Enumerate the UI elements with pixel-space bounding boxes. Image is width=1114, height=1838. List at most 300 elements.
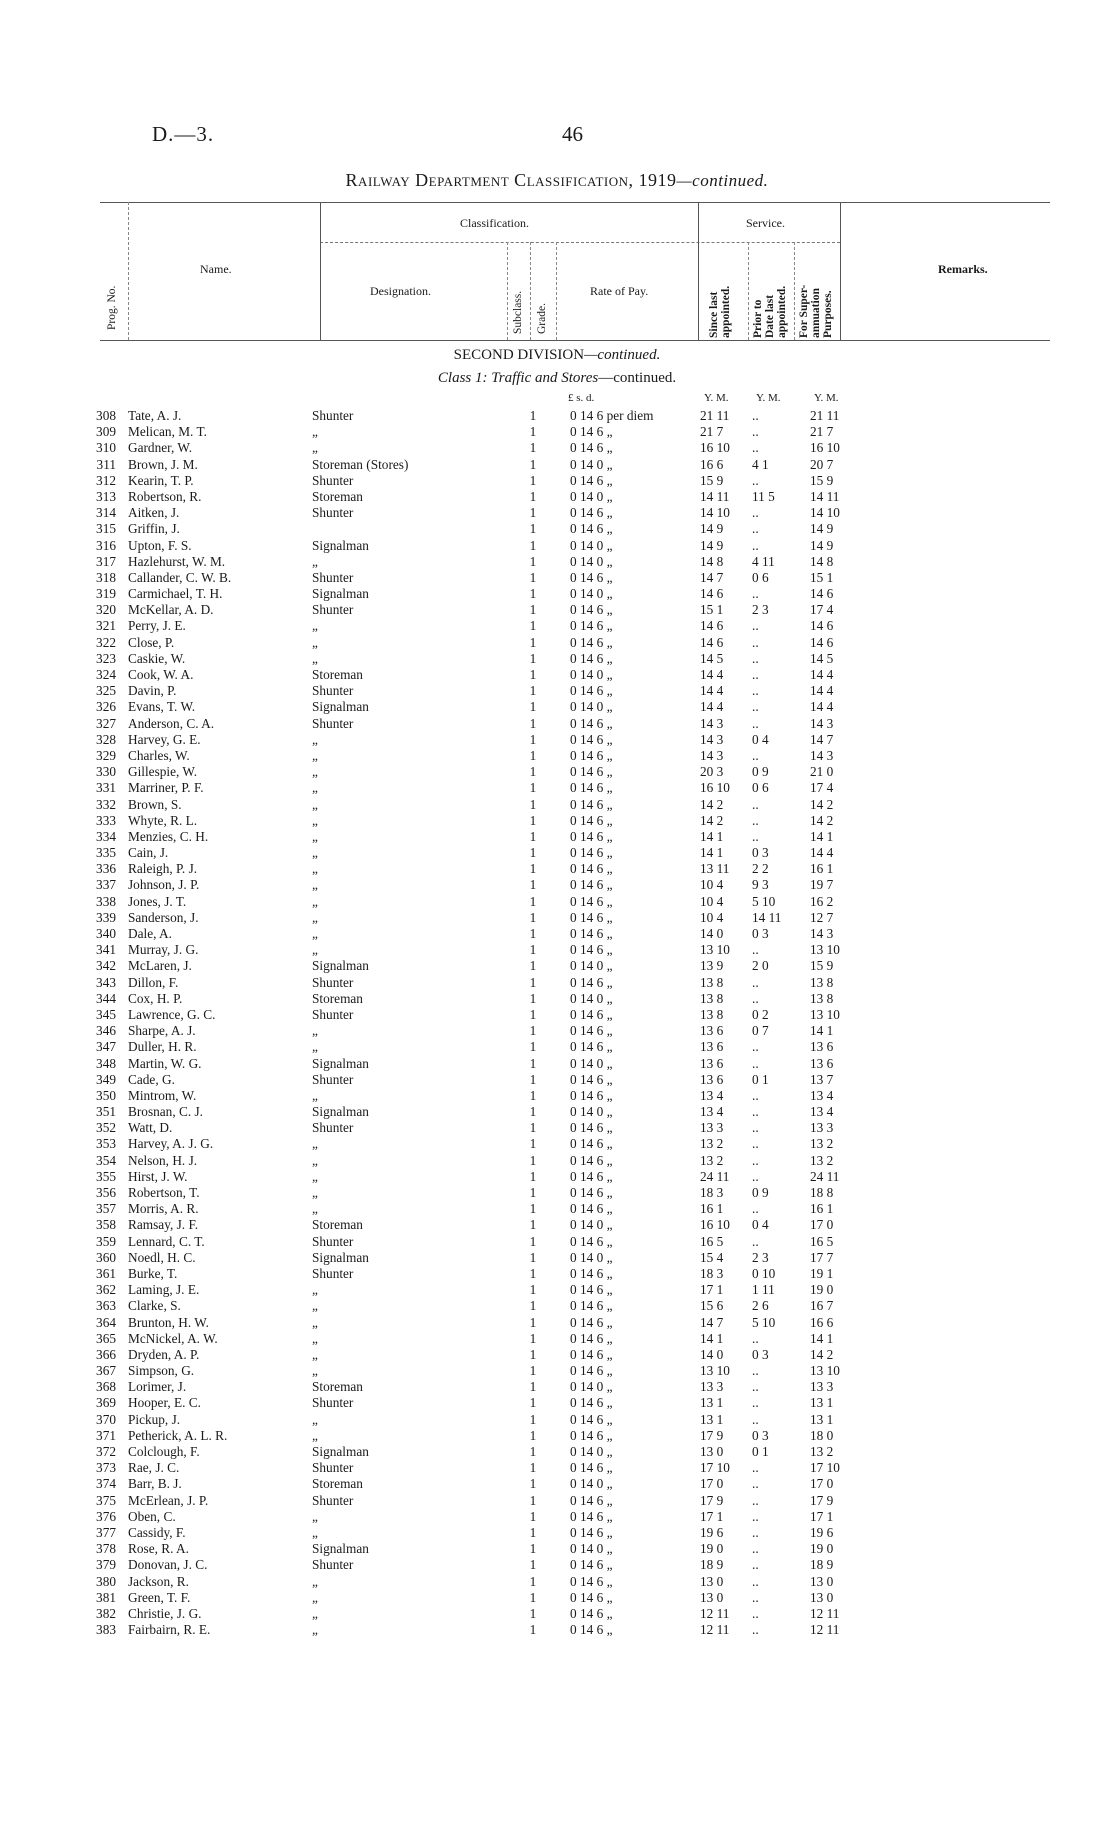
division-continued: —continued. [584, 347, 661, 363]
subclass-cell: 1 [529, 1444, 537, 1459]
prior-to-cell: 11 5 [752, 488, 775, 504]
rate-of-pay-cell: 0 14 6 „ [570, 893, 613, 909]
designation-cell: Storeman [312, 1476, 363, 1492]
prior-to-cell: 0 1 [752, 1444, 769, 1459]
table-row [0, 521, 1114, 537]
subclass-cell: 1 [529, 1622, 537, 1638]
prog-no-cell: 358 [96, 1217, 116, 1233]
since-last-cell: 13 0 [700, 1444, 724, 1459]
subclass-cell: 1 [529, 699, 537, 715]
rate-of-pay-cell: 0 14 6 „ [570, 1460, 613, 1476]
designation-cell: Storeman [312, 1217, 363, 1233]
superannuation-cell: 13 10 [810, 1363, 840, 1379]
designation-cell: „ [312, 424, 318, 440]
prior-to-cell: .. [752, 1492, 759, 1508]
name-cell: Whyte, R. L. [128, 812, 198, 828]
prior-to-cell: 14 11 [752, 909, 782, 925]
name-cell: Cook, W. A. [128, 667, 194, 682]
table-row [0, 635, 1114, 651]
name-cell: Lorimer, J. [128, 1379, 187, 1395]
header-top-rule [100, 202, 1050, 203]
name-cell: Kearin, T. P. [128, 472, 194, 488]
since-last-cell: 21 11 [700, 408, 730, 423]
table-row [0, 489, 1114, 505]
prog-no-cell: 355 [96, 1168, 116, 1184]
rate-of-pay-cell: 0 14 6 „ [570, 440, 613, 456]
since-last-cell: 14 9 [700, 521, 724, 537]
prog-no-cell: 359 [96, 1233, 116, 1249]
prior-to-cell: 2 0 [752, 958, 769, 974]
superannuation-cell: 19 0 [810, 1541, 834, 1557]
prog-no-cell: 351 [96, 1104, 116, 1120]
name-cell: Fairbairn, R. E. [128, 1622, 211, 1638]
superannuation-cell: 15 9 [810, 958, 834, 974]
superannuation-cell: 14 1 [810, 828, 834, 844]
superannuation-cell: 16 1 [810, 1201, 834, 1217]
subclass-cell: 1 [529, 747, 537, 763]
name-cell: Christie, J. G. [128, 1605, 202, 1621]
name-cell: Cox, H. P. [128, 990, 183, 1006]
table-row [0, 424, 1114, 440]
subclass-cell: 1 [529, 488, 537, 504]
subclass-cell: 1 [529, 1185, 537, 1200]
rate-of-pay-cell: 0 14 6 „ [570, 1363, 613, 1379]
prior-to-cell: 2 3 [752, 1249, 769, 1265]
prior-to-cell: .. [752, 828, 759, 844]
subclass-cell: 1 [529, 521, 537, 537]
table-row [0, 1428, 1114, 1444]
rate-of-pay-cell: 0 14 6 „ [570, 1573, 613, 1589]
designation-cell: „ [312, 1087, 318, 1103]
subclass-cell: 1 [529, 1314, 537, 1330]
designation-cell: „ [312, 1023, 318, 1039]
since-last-cell: 13 3 [700, 1120, 724, 1136]
subclass-cell: 1 [529, 537, 537, 553]
prior-to-cell: .. [752, 424, 759, 440]
table-row [0, 861, 1114, 877]
prog-no-cell: 367 [96, 1363, 116, 1379]
designation-cell: „ [312, 634, 318, 650]
since-last-cell: 13 10 [700, 1363, 730, 1379]
header-divider [530, 242, 531, 340]
designation-cell: „ [312, 1201, 318, 1217]
rate-of-pay-cell: 0 14 0 „ [570, 553, 613, 569]
since-last-cell: 14 3 [700, 731, 724, 747]
since-last-cell: 24 11 [700, 1168, 730, 1184]
since-last-cell: 17 0 [700, 1476, 724, 1492]
superannuation-cell: 14 2 [810, 1346, 834, 1362]
table-row [0, 1509, 1114, 1525]
subclass-cell: 1 [529, 1120, 537, 1136]
name-cell: Menzies, C. H. [128, 828, 209, 844]
table-row [0, 1590, 1114, 1606]
pay-units: £ s. d. [568, 392, 595, 404]
designation-cell: Signalman [312, 1541, 369, 1557]
prior-to-cell: 0 4 [752, 731, 769, 747]
name-cell: Gillespie, W. [128, 764, 198, 780]
header-divider [698, 202, 699, 340]
since-last-cell: 14 0 [700, 1346, 724, 1362]
superannuation-cell: 20 7 [810, 456, 834, 472]
name-cell: Harvey, G. E. [128, 731, 201, 747]
designation-cell: Storeman [312, 990, 363, 1006]
designation-cell: „ [312, 1314, 318, 1330]
prog-no-cell: 377 [96, 1524, 116, 1540]
rate-of-pay-cell: 0 14 6 „ [570, 1492, 613, 1508]
table-row [0, 894, 1114, 910]
rate-of-pay-cell: 0 14 6 „ [570, 424, 613, 440]
prog-no-cell: 368 [96, 1379, 116, 1395]
prog-no-cell: 365 [96, 1330, 116, 1346]
designation-cell: Shunter [312, 505, 354, 521]
since-last-cell: 16 5 [700, 1233, 724, 1249]
header-divider [320, 202, 321, 340]
superannuation-cell: 15 1 [810, 569, 834, 585]
rate-of-pay-cell: 0 14 6 „ [570, 747, 613, 763]
subclass-cell: 1 [529, 877, 537, 893]
rate-of-pay-cell: 0 14 0 „ [570, 1444, 613, 1459]
prog-no-cell: 322 [96, 634, 116, 650]
subclass-cell: 1 [529, 1589, 537, 1605]
header-prior-to-date: Prior to Date last appointed. [752, 285, 788, 338]
superannuation-cell: 14 6 [810, 634, 834, 650]
since-last-cell: 13 11 [700, 861, 730, 877]
prog-no-cell: 349 [96, 1071, 116, 1087]
designation-cell: „ [312, 845, 318, 861]
name-cell: Colclough, F. [128, 1444, 200, 1459]
since-last-cell: 14 2 [700, 812, 724, 828]
subclass-cell: 1 [529, 424, 537, 440]
superannuation-cell: 19 6 [810, 1524, 834, 1540]
prior-to-cell: .. [752, 1104, 759, 1120]
prior-to-cell: .. [752, 537, 759, 553]
rate-of-pay-cell: 0 14 0 „ [570, 699, 613, 715]
designation-cell: „ [312, 1152, 318, 1168]
designation-cell: „ [312, 618, 318, 634]
prog-no-cell: 340 [96, 926, 116, 941]
table-row [0, 1347, 1114, 1363]
designation-cell: „ [312, 1605, 318, 1621]
rate-of-pay-cell: 0 14 0 „ [570, 958, 613, 974]
name-cell: Rose, R. A. [128, 1541, 189, 1557]
prog-no-cell: 357 [96, 1201, 116, 1217]
name-cell: Noedl, H. C. [128, 1249, 196, 1265]
table-row [0, 667, 1114, 683]
name-cell: Aitken, J. [128, 505, 180, 521]
designation-cell: Shunter [312, 715, 354, 731]
table-row [0, 1007, 1114, 1023]
designation-cell: Shunter [312, 569, 354, 585]
name-cell: Jackson, R. [128, 1573, 189, 1589]
rate-of-pay-cell: 0 14 0 „ [570, 537, 613, 553]
subclass-cell: 1 [529, 456, 537, 472]
prog-no-cell: 362 [96, 1282, 116, 1298]
prior-to-cell: .. [752, 1201, 759, 1217]
name-cell: Hirst, J. W. [128, 1168, 188, 1184]
table-row [0, 1282, 1114, 1298]
rate-of-pay-cell: 0 14 0 „ [570, 456, 613, 472]
prog-no-cell: 317 [96, 553, 116, 569]
superannuation-cell: 13 8 [810, 974, 834, 990]
designation-cell: Signalman [312, 699, 369, 715]
title-continued: —continued. [676, 171, 769, 190]
since-last-cell: 10 4 [700, 909, 724, 925]
table-row [0, 1072, 1114, 1088]
rate-of-pay-cell: 0 14 6 „ [570, 1395, 613, 1411]
prior-to-cell: 0 10 [752, 1265, 776, 1281]
subclass-cell: 1 [529, 1298, 537, 1314]
table-row [0, 618, 1114, 634]
subclass-cell: 1 [529, 586, 537, 602]
name-cell: Dale, A. [128, 926, 172, 941]
designation-cell: Shunter [312, 1395, 354, 1411]
subclass-cell: 1 [529, 764, 537, 780]
prog-no-cell: 318 [96, 569, 116, 585]
rate-of-pay-cell: 0 14 0 „ [570, 667, 613, 682]
header-divider [556, 242, 557, 340]
designation-cell: Shunter [312, 1120, 354, 1136]
since-last-cell: 12 11 [700, 1622, 730, 1638]
subclass-cell: 1 [529, 1039, 537, 1055]
superannuation-cell: 21 0 [810, 764, 834, 780]
rate-of-pay-cell: 0 14 6 „ [570, 877, 613, 893]
since-last-cell: 12 11 [700, 1605, 730, 1621]
prior-to-cell: .. [752, 699, 759, 715]
designation-cell: Shunter [312, 1006, 354, 1022]
since-last-cell: 13 1 [700, 1395, 724, 1411]
since-last-cell: 13 1 [700, 1411, 724, 1427]
rate-of-pay-cell: 0 14 0 „ [570, 1541, 613, 1557]
rate-of-pay-cell: 0 14 6 „ [570, 521, 613, 537]
table-row [0, 570, 1114, 586]
designation-cell: „ [312, 1427, 318, 1443]
header-divider [507, 242, 508, 340]
prog-no-cell: 376 [96, 1508, 116, 1524]
superannuation-cell: 14 2 [810, 812, 834, 828]
designation-cell: „ [312, 926, 318, 941]
prog-no-cell: 338 [96, 893, 116, 909]
header-mid-rule [320, 242, 840, 243]
subclass-cell: 1 [529, 602, 537, 618]
subclass-cell: 1 [529, 1427, 537, 1443]
superannuation-cell: 19 1 [810, 1265, 834, 1281]
superannuation-cell: 14 5 [810, 650, 834, 666]
designation-cell: „ [312, 1282, 318, 1298]
name-cell: Hooper, E. C. [128, 1395, 201, 1411]
rate-of-pay-cell: 0 14 6 „ [570, 731, 613, 747]
subclass-cell: 1 [529, 893, 537, 909]
rate-of-pay-cell: 0 14 6 „ [570, 650, 613, 666]
table-row [0, 554, 1114, 570]
rate-of-pay-cell: 0 14 6 „ [570, 796, 613, 812]
superannuation-cell: 12 7 [810, 909, 834, 925]
prior-to-cell: .. [752, 1233, 759, 1249]
table-row [0, 975, 1114, 991]
prior-to-cell: 2 2 [752, 861, 769, 877]
prior-to-cell: 2 3 [752, 602, 769, 618]
superannuation-cell: 14 10 [810, 505, 840, 521]
prog-no-cell: 347 [96, 1039, 116, 1055]
prog-no-cell: 336 [96, 861, 116, 877]
prior-to-cell: .. [752, 1152, 759, 1168]
superannuation-cell: 17 7 [810, 1249, 834, 1265]
since-last-cell: 13 2 [700, 1136, 724, 1152]
prior-to-cell: .. [752, 1541, 759, 1557]
rate-of-pay-cell: 0 14 6 „ [570, 683, 613, 699]
table-row [0, 829, 1114, 845]
designation-cell: Shunter [312, 602, 354, 618]
table-row [0, 926, 1114, 942]
rate-of-pay-cell: 0 14 6 per diem [570, 408, 654, 423]
name-cell: Robertson, R. [128, 488, 202, 504]
superannuation-cell: 12 11 [810, 1605, 840, 1621]
since-last-cell: 14 1 [700, 1330, 724, 1346]
rate-of-pay-cell: 0 14 6 „ [570, 1185, 613, 1200]
rate-of-pay-cell: 0 14 6 „ [570, 1589, 613, 1605]
rate-of-pay-cell: 0 14 6 „ [570, 1282, 613, 1298]
prior-to-cell: .. [752, 1622, 759, 1638]
prior-to-cell: .. [752, 1330, 759, 1346]
designation-cell: „ [312, 1508, 318, 1524]
prior-to-cell: .. [752, 1508, 759, 1524]
name-cell: Brosnan, C. J. [128, 1104, 203, 1120]
prior-to-cell: .. [752, 1557, 759, 1573]
superannuation-cell: 19 7 [810, 877, 834, 893]
name-cell: Duller, H. R. [128, 1039, 197, 1055]
name-cell: Upton, F. S. [128, 537, 192, 553]
rate-of-pay-cell: 0 14 6 „ [570, 1346, 613, 1362]
table-row [0, 764, 1114, 780]
subclass-cell: 1 [529, 1492, 537, 1508]
since-last-cell: 14 6 [700, 618, 724, 634]
designation-cell: Storeman [312, 667, 363, 682]
rate-of-pay-cell: 0 14 6 „ [570, 812, 613, 828]
name-cell: Brown, J. M. [128, 456, 198, 472]
prior-to-cell: .. [752, 650, 759, 666]
header-name: Name. [200, 262, 232, 276]
name-cell: Melican, M. T. [128, 424, 207, 440]
since-last-cell: 13 3 [700, 1379, 724, 1395]
table-row [0, 1185, 1114, 1201]
prog-no-cell: 329 [96, 747, 116, 763]
subclass-cell: 1 [529, 1411, 537, 1427]
designation-cell: „ [312, 796, 318, 812]
since-last-cell: 14 9 [700, 537, 724, 553]
table-row [0, 1153, 1114, 1169]
prior-to-cell: 0 7 [752, 1023, 769, 1039]
class-heading [0, 370, 1114, 387]
header-subclass: Subclass. [512, 290, 524, 334]
prog-no-cell: 325 [96, 683, 116, 699]
subclass-cell: 1 [529, 1233, 537, 1249]
table-row [0, 1476, 1114, 1492]
rate-of-pay-cell: 0 14 6 „ [570, 634, 613, 650]
superannuation-cell: 17 4 [810, 780, 834, 796]
since-last-cell: 17 1 [700, 1508, 724, 1524]
table-row [0, 440, 1114, 456]
name-cell: Jones, J. T. [128, 893, 187, 909]
prog-no-cell: 320 [96, 602, 116, 618]
rate-of-pay-cell: 0 14 6 „ [570, 1508, 613, 1524]
prior-to-cell: .. [752, 618, 759, 634]
name-cell: Martin, W. G. [128, 1055, 202, 1071]
name-cell: Anderson, C. A. [128, 715, 215, 731]
table-row [0, 602, 1114, 618]
name-cell: Sanderson, J. [128, 909, 199, 925]
rate-of-pay-cell: 0 14 6 „ [570, 1330, 613, 1346]
subclass-cell: 1 [529, 1605, 537, 1621]
prog-no-cell: 310 [96, 440, 116, 456]
table-row [0, 910, 1114, 926]
subclass-cell: 1 [529, 715, 537, 731]
since-last-cell: 10 4 [700, 893, 724, 909]
subclass-cell: 1 [529, 1395, 537, 1411]
subclass-cell: 1 [529, 1557, 537, 1573]
superannuation-cell: 14 7 [810, 731, 834, 747]
prog-no-cell: 321 [96, 618, 116, 634]
superannuation-cell: 13 3 [810, 1120, 834, 1136]
prior-to-cell: 0 6 [752, 569, 769, 585]
since-last-cell: 15 6 [700, 1298, 724, 1314]
table-row [0, 505, 1114, 521]
prog-no-cell: 360 [96, 1249, 116, 1265]
since-units: Y. M. [704, 392, 729, 404]
header-prog-no: Prog. No. [106, 285, 118, 330]
designation-cell: „ [312, 1039, 318, 1055]
rate-of-pay-cell: 0 14 6 „ [570, 828, 613, 844]
name-cell: Dillon, F. [128, 974, 179, 990]
table-row [0, 408, 1114, 424]
header-divider [840, 202, 841, 340]
table-row [0, 845, 1114, 861]
table-row [0, 1574, 1114, 1590]
name-cell: McLaren, J. [128, 958, 192, 974]
rate-of-pay-cell: 0 14 6 „ [570, 1006, 613, 1022]
subclass-cell: 1 [529, 1055, 537, 1071]
prior-units: Y. M. [756, 392, 781, 404]
superannuation-cell: 16 7 [810, 1298, 834, 1314]
rate-of-pay-cell: 0 14 0 „ [570, 1476, 613, 1492]
table-row [0, 1169, 1114, 1185]
subclass-cell: 1 [529, 1524, 537, 1540]
page-number: 46 [562, 122, 583, 146]
prog-no-cell: 343 [96, 974, 116, 990]
superannuation-cell: 13 4 [810, 1087, 834, 1103]
subclass-cell: 1 [529, 1282, 537, 1298]
designation-cell: „ [312, 780, 318, 796]
superannuation-cell: 13 0 [810, 1573, 834, 1589]
superannuation-cell: 17 10 [810, 1460, 840, 1476]
since-last-cell: 18 3 [700, 1265, 724, 1281]
superannuation-cell: 16 1 [810, 861, 834, 877]
since-last-cell: 14 11 [700, 488, 730, 504]
since-last-cell: 13 6 [700, 1055, 724, 1071]
prog-no-cell: 316 [96, 537, 116, 553]
rate-of-pay-cell: 0 14 6 „ [570, 1298, 613, 1314]
since-last-cell: 13 9 [700, 958, 724, 974]
superannuation-cell: 17 0 [810, 1476, 834, 1492]
prior-to-cell: .. [752, 942, 759, 958]
prog-no-cell: 312 [96, 472, 116, 488]
since-last-cell: 13 2 [700, 1152, 724, 1168]
rate-of-pay-cell: 0 14 0 „ [570, 488, 613, 504]
prog-no-cell: 345 [96, 1006, 116, 1022]
table-row [0, 473, 1114, 489]
subclass-cell: 1 [529, 1460, 537, 1476]
name-cell: Rae, J. C. [128, 1460, 180, 1476]
prior-to-cell: .. [752, 1460, 759, 1476]
designation-cell: Shunter [312, 1460, 354, 1476]
